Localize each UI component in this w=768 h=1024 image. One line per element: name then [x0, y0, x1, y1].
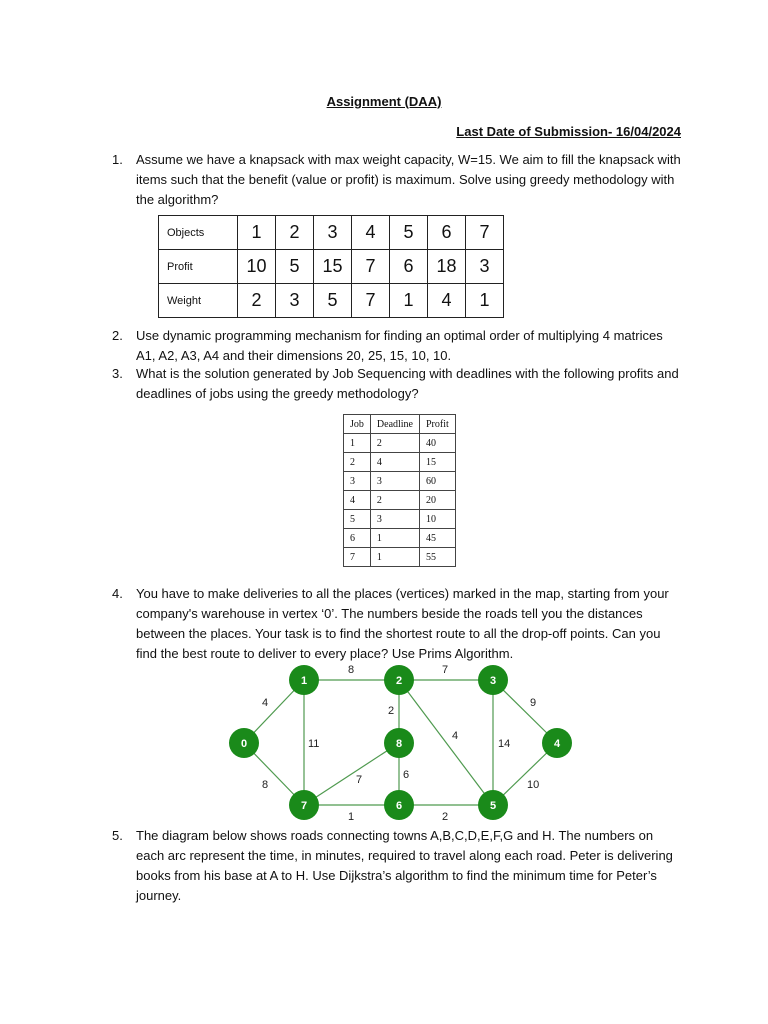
table-cell: 7 — [352, 250, 390, 284]
table-cell: 18 — [428, 250, 466, 284]
node-label: 3 — [489, 675, 497, 687]
table-cell: 60 — [420, 472, 456, 491]
table-row — [344, 510, 456, 529]
table-cell: 3 — [276, 284, 314, 318]
question-number: 4. — [112, 586, 123, 601]
table-cell: 55 — [420, 548, 456, 567]
table-row — [344, 453, 456, 472]
question-3 — [112, 364, 682, 404]
row-label: Objects — [159, 216, 238, 250]
question-5 — [112, 826, 682, 906]
table-cell: 6 — [344, 529, 371, 548]
assignment-title: Assignment (DAA) — [326, 94, 442, 109]
question-number: 3. — [112, 366, 123, 381]
edge-label: 4 — [452, 730, 459, 742]
table-row — [159, 216, 504, 250]
table-row — [344, 548, 456, 567]
table-cell: 20 — [420, 491, 456, 510]
question-number: 5. — [112, 828, 123, 843]
edge-label: 10 — [527, 779, 540, 791]
edge-label: 6 — [403, 769, 410, 781]
submission-date: Last Date of Submission- 16/04/2024 — [456, 124, 681, 139]
table-row — [344, 529, 456, 548]
table-cell: 6 — [428, 216, 466, 250]
table-cell: 2 — [370, 434, 419, 453]
row-label: Weight — [159, 284, 238, 318]
question-text: What is the solution generated by Job Sequencing with deadlines with the following profits and deadlines of jobs using the greedy methodology? — [136, 366, 679, 401]
table-cell: 45 — [420, 529, 456, 548]
table-row — [344, 491, 456, 510]
table-cell: 7 — [466, 216, 504, 250]
edge-label: 1 — [348, 811, 355, 823]
question-1 — [112, 150, 682, 210]
table-cell: 15 — [314, 250, 352, 284]
question-text: The diagram below shows roads connecting towns A,B,C,D,E,F,G and H. The numbers on each arc represent the time, in minutes, required to travel along each road. Peter is delivering books from his base at A to H. Use Dijkstra’s algorithm to find the minimum time for Peter’s journey. — [136, 828, 673, 903]
table-cell: 2 — [344, 453, 371, 472]
edge-label: 4 — [262, 697, 269, 709]
graph-diagram — [220, 662, 590, 827]
table-cell: 5 — [344, 510, 371, 529]
table-cell: 3 — [370, 510, 419, 529]
graph-nodes — [229, 665, 572, 820]
table-row — [159, 250, 504, 284]
job-table — [343, 414, 456, 567]
table-cell: 4 — [428, 284, 466, 318]
edge-label: 8 — [262, 779, 269, 791]
table-cell: 3 — [466, 250, 504, 284]
table-row — [344, 434, 456, 453]
node-label: 0 — [240, 738, 248, 750]
node-label: 1 — [300, 675, 308, 687]
column-header: Deadline — [370, 415, 419, 434]
table-cell: 7 — [344, 548, 371, 567]
edge-label: 14 — [498, 738, 511, 750]
table-cell: 3 — [370, 472, 419, 491]
question-text: Use dynamic programming mechanism for finding an optimal order of multiplying 4 matrices A1, A2, A3, A4 and their dimensions 20, 25, 15, 10, 10. — [136, 328, 663, 363]
table-cell: 2 — [276, 216, 314, 250]
table-cell: 3 — [344, 472, 371, 491]
question-4 — [112, 584, 682, 664]
table-cell: 5 — [390, 216, 428, 250]
table-cell: 1 — [390, 284, 428, 318]
table-cell: 4 — [352, 216, 390, 250]
table-cell: 7 — [352, 284, 390, 318]
question-text: You have to make deliveries to all the places (vertices) marked in the map, starting from your company's warehouse in vertex ‘0’. The numbers beside the roads tell you the distances between the places. Your task is to find the shortest route to all the drop-off points. Can you find the best route to deliver to every place? Use Prims Algorithm. — [136, 586, 669, 661]
edge-label: 11 — [308, 738, 320, 750]
question-2 — [112, 326, 682, 366]
knapsack-table — [158, 215, 504, 318]
node-label: 4 — [553, 738, 561, 750]
node-label: 7 — [300, 800, 308, 812]
table-cell: 1 — [344, 434, 371, 453]
column-header: Profit — [420, 415, 456, 434]
table-cell: 4 — [344, 491, 371, 510]
edge-label: 9 — [530, 697, 537, 709]
edge-label: 2 — [388, 705, 395, 717]
table-cell: 3 — [314, 216, 352, 250]
table-row — [159, 284, 504, 318]
edge-8-7 — [304, 743, 399, 805]
table-cell: 1 — [238, 216, 276, 250]
table-cell: 40 — [420, 434, 456, 453]
question-text: Assume we have a knapsack with max weight capacity, W=15. We aim to fill the knapsack with items such that the benefit (value or profit) is maximum. Solve using greedy methodology with the algorithm? — [136, 152, 681, 207]
table-header-row — [344, 415, 456, 434]
node-label: 8 — [395, 738, 403, 750]
table-cell: 1 — [466, 284, 504, 318]
node-label: 6 — [395, 800, 403, 812]
question-number: 2. — [112, 328, 123, 343]
table-cell: 6 — [390, 250, 428, 284]
question-number: 1. — [112, 152, 123, 167]
node-label: 5 — [489, 800, 497, 812]
table-cell: 2 — [238, 284, 276, 318]
table-cell: 2 — [370, 491, 419, 510]
row-label: Profit — [159, 250, 238, 284]
table-cell: 1 — [370, 529, 419, 548]
table-cell: 5 — [276, 250, 314, 284]
node-label: 2 — [395, 675, 403, 687]
edge-label: 7 — [356, 774, 363, 786]
column-header: Job — [344, 415, 371, 434]
table-cell: 5 — [314, 284, 352, 318]
table-cell: 15 — [420, 453, 456, 472]
table-row — [344, 472, 456, 491]
edge-label: 8 — [348, 664, 355, 676]
edge-label: 7 — [442, 664, 449, 676]
table-cell: 10 — [420, 510, 456, 529]
edge-label: 2 — [442, 811, 449, 823]
table-cell: 10 — [238, 250, 276, 284]
table-cell: 4 — [370, 453, 419, 472]
table-cell: 1 — [370, 548, 419, 567]
